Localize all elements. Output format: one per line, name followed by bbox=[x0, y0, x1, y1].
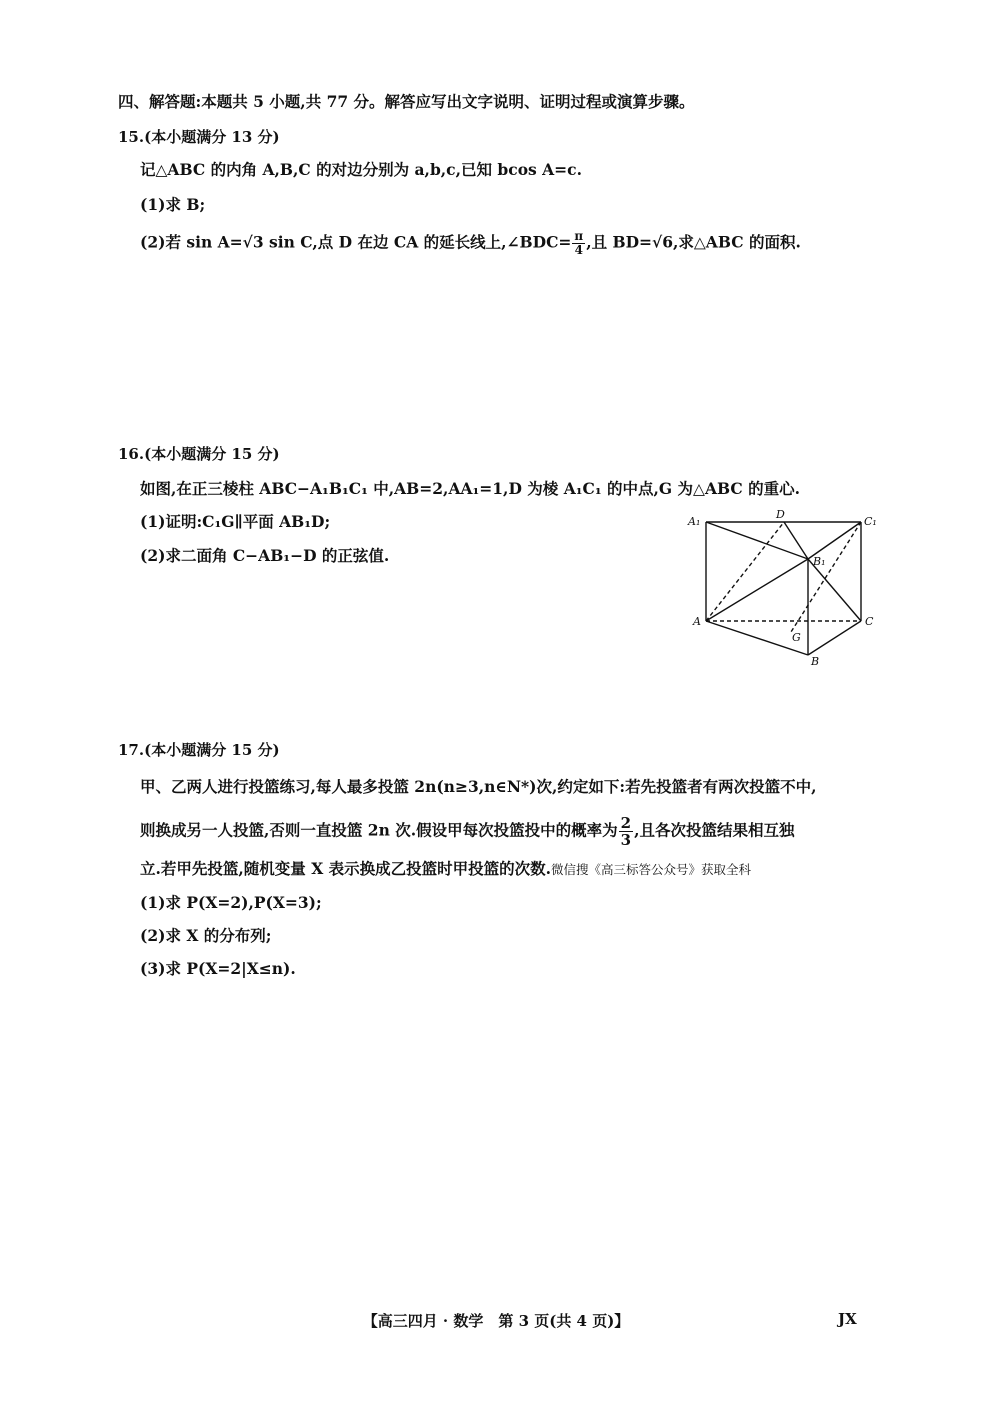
question-15-part-2-text-b: ,且 BD=√6,求△ABC 的面积. bbox=[586, 232, 801, 252]
pi-over-4-fraction: $\frac{\pi}{4}$ bbox=[574, 229, 584, 257]
question-17-header: 17.(本小题满分 15 分) bbox=[118, 741, 280, 759]
footer-code: JX bbox=[838, 1310, 857, 1328]
two-thirds-fraction: $\frac{2}{3}$ bbox=[620, 814, 632, 849]
prism-figure bbox=[680, 505, 880, 675]
label-D: D bbox=[776, 508, 785, 521]
question-15-stem: 记△ABC 的内角 A,B,C 的对边分别为 a,b,c,已知 bcos A=c. bbox=[140, 160, 583, 179]
question-16-header: 16.(本小题满分 15 分) bbox=[118, 445, 280, 463]
question-17-part-2: (2)求 X 的分布列; bbox=[140, 926, 272, 945]
question-17-line-3 bbox=[140, 857, 751, 879]
label-C1: C₁ bbox=[864, 515, 877, 528]
question-17-line-2-text-a: 则换成另一人投篮,否则一直投篮 2n 次.假设甲每次投篮投中的概率为 bbox=[140, 820, 618, 840]
label-C: C bbox=[865, 615, 874, 628]
question-17-part-1: (1)求 P(X=2),P(X=3); bbox=[140, 893, 322, 912]
question-15-part-2-text-a: (2)若 sin A=√3 sin C,点 D 在边 CA 的延长线上,∠BDC= bbox=[140, 232, 572, 252]
section-title: 四、解答题:本题共 5 小题,共 77 分。解答应写出文字说明、证明过程或演算步骤。 bbox=[118, 92, 695, 111]
question-17-line-1: 甲、乙两人进行投篮练习,每人最多投篮 2n(n≥3,n∈N*)次,约定如下:若先投篮者有两次投篮不中, bbox=[140, 777, 817, 796]
page-footer: 【高三四月 · 数学 第 3 页(共 4 页)】 bbox=[362, 1312, 630, 1330]
label-B: B bbox=[811, 655, 820, 668]
question-16-part-2: (2)求二面角 C−AB₁−D 的正弦值. bbox=[140, 546, 390, 565]
question-16-stem: 如图,在正三棱柱 ABC−A₁B₁C₁ 中,AB=2,AA₁=1,D 为棱 A₁C₁ 的中点,G 为△ABC 的重心. bbox=[140, 479, 801, 498]
question-15-header: 15.(本小题满分 13 分) bbox=[118, 128, 280, 146]
label-B1: B₁ bbox=[813, 555, 826, 568]
label-A: A bbox=[693, 615, 701, 628]
question-15-part-1: (1)求 B; bbox=[140, 195, 206, 214]
question-17-part-3: (3)求 P(X=2|X≤n). bbox=[140, 959, 296, 978]
question-16-part-1: (1)证明:C₁G∥平面 AB₁D; bbox=[140, 512, 331, 531]
question-17-note: 微信搜《高三标答公众号》获取全科 bbox=[551, 862, 752, 877]
question-17-line-2 bbox=[140, 815, 795, 848]
question-17-line-2-text-b: ,且各次投篮结果相互独 bbox=[634, 820, 795, 840]
question-17-line-3-text: 立.若甲先投篮,随机变量 X 表示换成乙投篮时甲投篮的次数. bbox=[140, 859, 552, 878]
label-A1: A₁ bbox=[688, 515, 701, 528]
question-15-part-2 bbox=[140, 230, 801, 257]
label-G: G bbox=[792, 631, 801, 644]
